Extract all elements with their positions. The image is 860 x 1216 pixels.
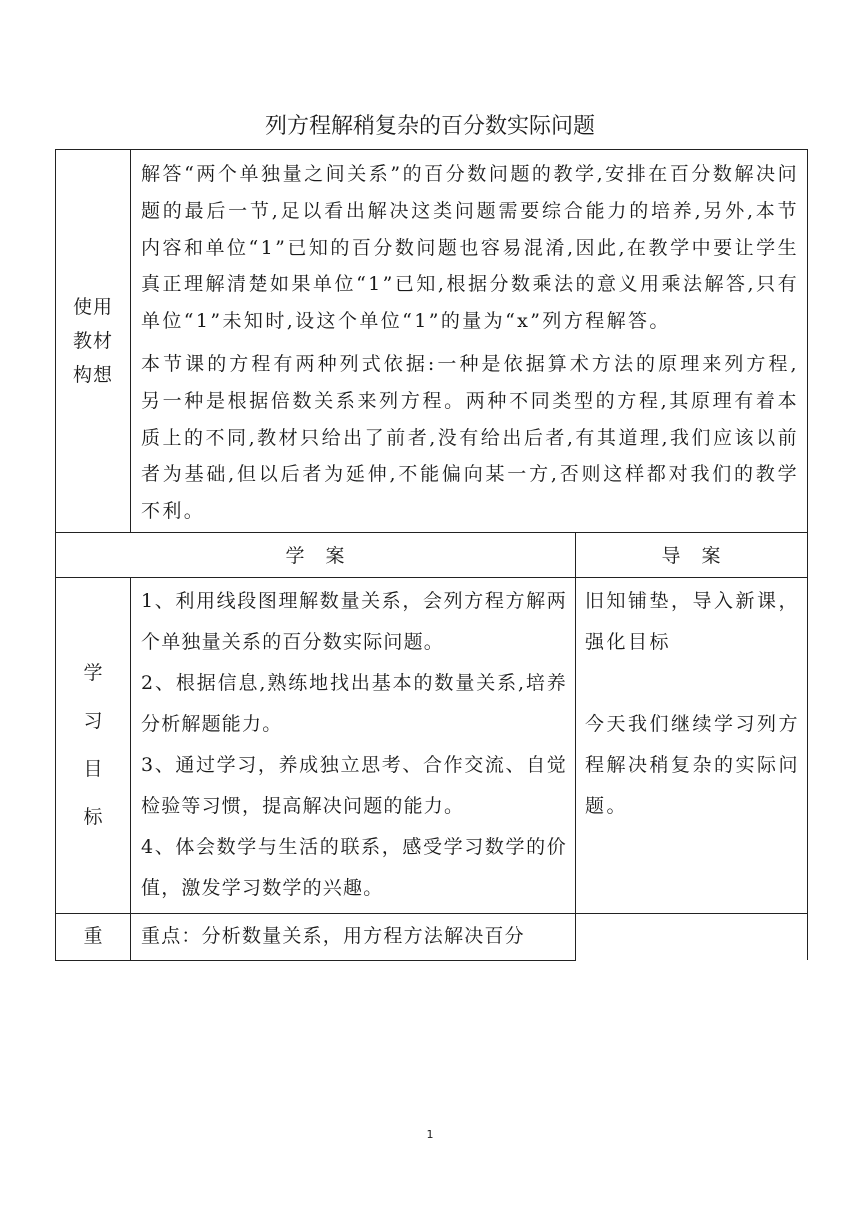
goals-label-char: 学	[83, 662, 103, 685]
goals-label-char: 目	[83, 758, 103, 781]
guide-line: 强化目标	[585, 630, 672, 653]
goals-label-char: 习	[83, 710, 103, 733]
guide-line: 今天我们继续学习列方程解决稍复杂的实际问题。	[585, 712, 801, 817]
concept-label-line: 教材	[72, 329, 113, 352]
goals-list	[131, 577, 576, 913]
key-text: 重点：分析数量关系，用方程方法解决百分	[131, 913, 576, 960]
concept-label-line: 构想	[72, 363, 113, 386]
concept-paragraph: 解答“两个单独量之间关系”的百分数问题的教学,安排在百分数解决问题的最后一节,足以看出解决这类问题需要综合能力的培养,另外,本节内容和单位“1”已知的百分数问题也容易混淆,因此,在教学中要让学生真正理解清楚如果单位“1”已知,根据分数乘法的意义用乘法解答,只有单位“1”未知时,设这个单位“1”的量为“x”列方程解答。	[141, 163, 799, 333]
goal-item: 2、根据信息,熟练地找出基本的数量关系,培养分析解题能力。	[141, 671, 567, 735]
key-row	[56, 913, 808, 960]
goal-item: 1、利用线段图理解数量关系，会列方程方解两个单独量关系的百分数实际问题。	[141, 589, 567, 653]
guide-plan-header-text: 导 案	[661, 545, 722, 568]
study-plan-header	[56, 532, 576, 577]
goal-item: 3、通过学习，养成独立思考、合作交流、自觉检验等习惯，提高解决问题的能力。	[141, 753, 567, 817]
guide-content	[576, 577, 808, 913]
concept-label-line: 使用	[72, 295, 113, 318]
goal-item: 4、体会数学与生活的联系，感受学习数学的价值，激发学习数学的兴趣。	[141, 835, 567, 899]
key-guide-cell	[576, 913, 808, 960]
concept-row	[56, 150, 808, 533]
concept-content	[131, 150, 808, 533]
key-label: 重	[56, 913, 131, 960]
concept-label	[56, 150, 131, 533]
guide-line: 旧知铺垫，导入新课，	[585, 589, 801, 612]
guide-plan-header	[576, 532, 808, 577]
header-row	[56, 532, 808, 577]
page-number: 1	[426, 1128, 434, 1141]
goals-label	[56, 577, 131, 913]
concept-paragraph: 本节课的方程有两种列式依据:一种是依据算术方法的原理来列方程,另一种是根据倍数关系来列方程。两种不同类型的方程,其原理有着本质上的不同,教材只给出了前者,没有给出后者,有其道理,我们应该以前者为基础,但以后者为延伸,不能偏向某一方,否则这样都对我们的教学不利。	[141, 352, 799, 523]
lesson-plan-table	[55, 149, 808, 961]
goals-label-char: 标	[83, 806, 103, 829]
document-title: 列方程解稍复杂的百分数实际问题	[264, 114, 595, 139]
goals-row	[56, 577, 808, 913]
study-plan-header-text: 学 案	[285, 545, 346, 568]
